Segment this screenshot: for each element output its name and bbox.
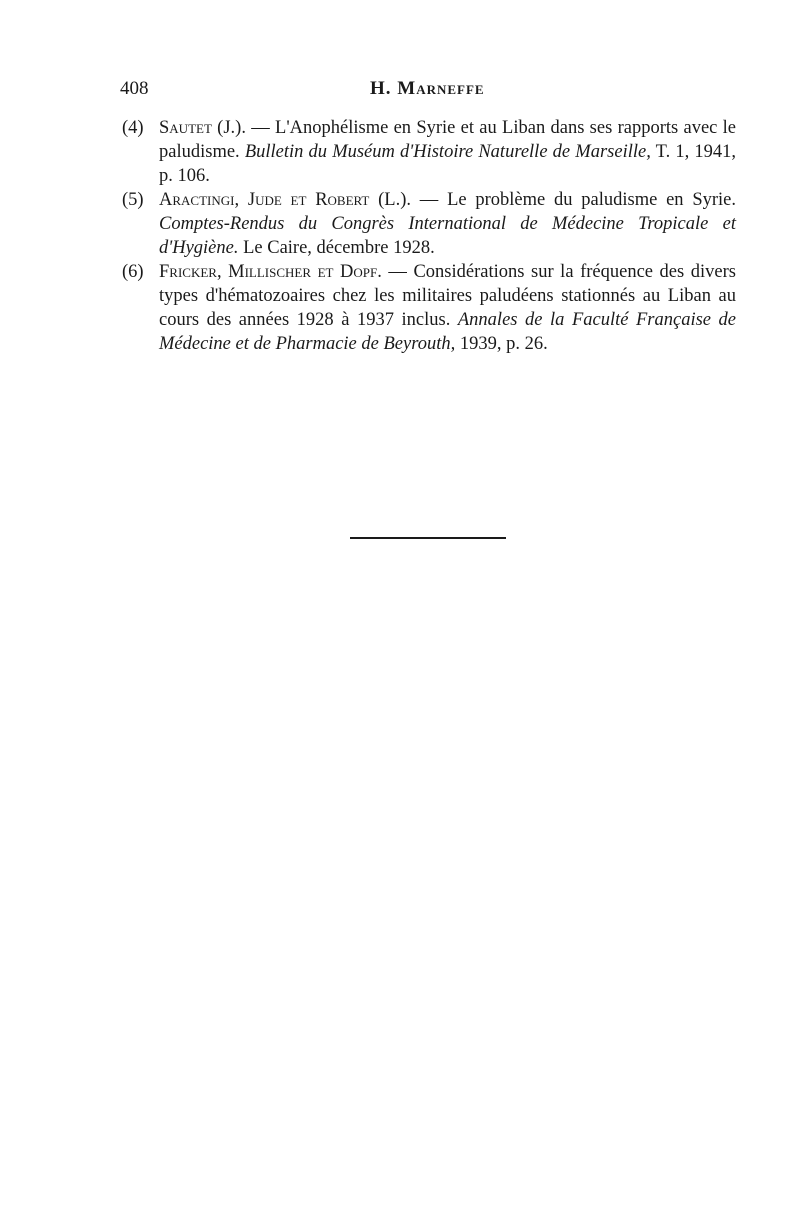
reference-number: (4) — [122, 118, 144, 138]
reference-title: — Le problème du paludisme en Syrie. — [411, 190, 736, 210]
reference-number: (6) — [122, 262, 144, 282]
reference-source: Bulletin du Muséum d'Histoire Naturelle de Marseille, — [244, 142, 651, 162]
reference-title: — L'Anophélisme en Syrie et au Liban dans ses rapports avec le paludisme. — [159, 118, 736, 162]
reference-authors: Aractingi, Jude et Robert (L.). — [159, 190, 412, 210]
reference-item — [122, 260, 736, 356]
reference-source: Annales de la Faculté Française de Médecine et de Pharmacie de Beyrouth, — [159, 310, 736, 354]
reference-item — [122, 188, 736, 260]
reference-source: Comptes-Rendus du Congrès International de Médecine Tropicale et d'Hygiène. — [159, 214, 736, 258]
reference-details: 1939, p. 26. — [455, 334, 548, 354]
page-header — [120, 78, 736, 102]
reference-title: — Considérations sur la fréquence des divers types d'hématozoaires chez les militaires paludéens stationnés au Liban au cours des années 1928 à 1937 inclus. — [159, 262, 736, 330]
reference-list — [122, 116, 736, 356]
reference-authors: Fricker, Millischer et Dopf. — [159, 262, 382, 282]
running-head: H. Marneffe — [370, 78, 485, 99]
section-end-rule — [350, 537, 506, 539]
reference-number: (5) — [122, 190, 144, 210]
reference-details: T. 1, 1941, p. 106. — [159, 142, 736, 186]
reference-details: Le Caire, décembre 1928. — [238, 238, 435, 258]
page-number: 408 — [120, 78, 149, 99]
reference-authors: Sautet (J.). — [159, 118, 246, 138]
reference-item — [122, 116, 736, 188]
